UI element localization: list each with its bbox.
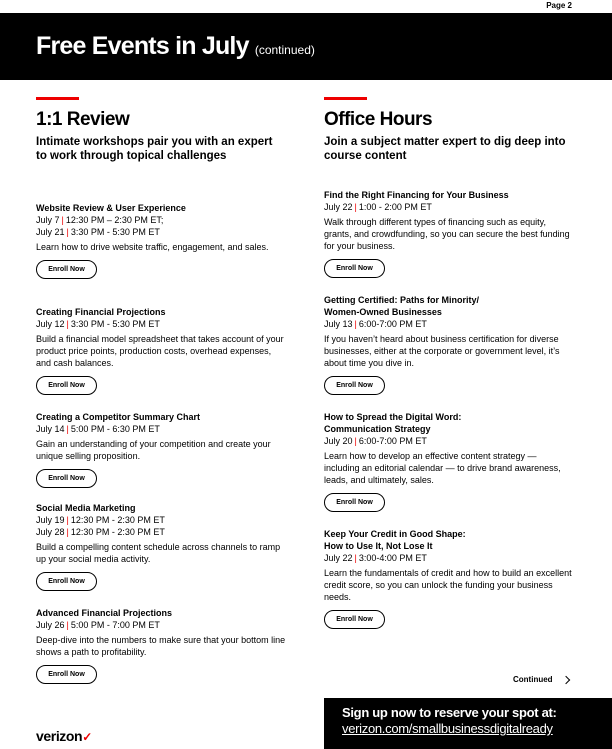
enroll-now-button[interactable]: Enroll Now	[324, 493, 385, 512]
separator: |	[61, 215, 64, 225]
event-time: 3:30 PM - 5:30 PM ET	[70, 227, 160, 237]
event-schedule	[36, 514, 286, 526]
event-date: July 26	[36, 620, 65, 630]
enroll-now-button[interactable]: Enroll Now	[324, 259, 385, 278]
event-title: Social Media Marketing	[36, 503, 136, 513]
page-title	[36, 32, 315, 61]
event-date: July 28	[36, 527, 65, 537]
event-date: July 19	[36, 515, 65, 525]
event-date: July 12	[36, 319, 65, 329]
event-title: Creating Financial Projections	[36, 307, 166, 317]
separator: |	[354, 319, 357, 329]
continued-link[interactable]	[513, 675, 569, 684]
accent-bar	[36, 97, 79, 100]
event-description: Learn the fundamentals of credit and how to build an excellent credit score, so you can unlock the funding your business needs.	[324, 568, 572, 602]
event-schedule	[324, 435, 574, 447]
event-time: 6:00-7:00 PM ET	[358, 319, 427, 329]
event-description: Learn how to develop an effective content strategy — including an editorial calendar — to drive brand awareness, leads, and ultimately, sales.	[324, 451, 561, 485]
event-item	[36, 607, 286, 684]
section-subtitle: Join a subject matter expert to dig deep into course content	[324, 136, 566, 162]
enroll-now-button[interactable]: Enroll Now	[36, 260, 97, 279]
event-date: July 7	[36, 215, 60, 225]
event-time: 3:00-4:00 PM ET	[358, 553, 427, 563]
continued-label: Continued	[513, 675, 553, 684]
event-schedule	[324, 318, 574, 330]
event-time: 3:30 PM - 5:30 PM ET	[70, 319, 160, 329]
enroll-now-button[interactable]: Enroll Now	[36, 665, 97, 684]
event-schedule	[36, 526, 286, 538]
page-number: Page 2	[546, 1, 572, 10]
event-time: 1:00 - 2:00 PM ET	[358, 202, 432, 212]
verizon-logo	[36, 728, 92, 744]
event-date: July 14	[36, 424, 65, 434]
event-schedule	[36, 318, 286, 330]
event-time: 12:30 PM - 2:30 PM ET	[70, 515, 165, 525]
separator: |	[354, 553, 357, 563]
event-description: Build a financial model spreadsheet that takes account of your product price points, production costs, overhead expenses, and cash balances.	[36, 334, 284, 368]
event-title: Getting Certified: Paths for Minority/ Women-Owned Businesses	[324, 295, 480, 317]
event-title: Website Review & User Experience	[36, 203, 186, 213]
event-schedule	[36, 619, 286, 631]
event-schedule	[324, 552, 574, 564]
event-date: July 22	[324, 553, 353, 563]
event-description: Learn how to drive website traffic, engagement, and sales.	[36, 242, 269, 252]
page-title-continued: (continued)	[254, 43, 315, 57]
event-schedule	[36, 423, 286, 435]
event-title: Creating a Competitor Summary Chart	[36, 412, 201, 422]
enroll-now-button[interactable]: Enroll Now	[324, 376, 385, 395]
event-title: Advanced Financial Projections	[36, 608, 173, 618]
event-item	[324, 411, 574, 512]
event-time: 12:30 PM – 2:30 PM ET;	[65, 215, 164, 225]
separator: |	[354, 436, 357, 446]
event-time: 5:00 PM - 6:30 PM ET	[70, 424, 160, 434]
separator: |	[66, 620, 69, 630]
event-description: Deep-dive into the numbers to make sure that your bottom line shows a path to profitability.	[36, 635, 286, 657]
event-date: July 22	[324, 202, 353, 212]
event-item	[324, 294, 574, 395]
event-title: Find the Right Financing for Your Business	[324, 190, 509, 200]
event-date: July 21	[36, 227, 65, 237]
event-description: Gain an understanding of your competition and create your unique selling proposition.	[36, 439, 271, 461]
event-item	[324, 189, 574, 278]
event-description: If you haven’t heard about business certification for diverse businesses, either at the corporate or government level, it’s about time you dive in.	[324, 334, 560, 368]
logo-wordmark: verizon	[36, 728, 83, 744]
separator: |	[66, 515, 69, 525]
section-title: 1:1 Review	[36, 109, 130, 130]
enroll-now-button[interactable]: Enroll Now	[36, 376, 97, 395]
event-item	[36, 502, 286, 591]
event-time: 12:30 PM - 2:30 PM ET	[70, 527, 165, 537]
page-header	[0, 13, 612, 80]
separator: |	[66, 319, 69, 329]
review-column	[36, 97, 286, 678]
event-item	[36, 202, 286, 279]
section-title: Office Hours	[324, 109, 433, 130]
event-schedule	[324, 201, 574, 213]
event-title: Keep Your Credit in Good Shape: How to Use It, Not Lose It	[324, 529, 466, 551]
event-item	[324, 528, 574, 629]
separator: |	[66, 527, 69, 537]
office-hours-column	[324, 97, 574, 623]
section-subtitle: Intimate workshops pair you with an expert to work through topical challenges	[36, 136, 273, 162]
signup-heading: Sign up now to reserve your spot at:	[342, 705, 557, 720]
event-time: 5:00 PM - 7:00 PM ET	[70, 620, 160, 630]
checkmark-icon: ✓	[82, 730, 92, 744]
enroll-now-button[interactable]: Enroll Now	[36, 469, 97, 488]
enroll-now-button[interactable]: Enroll Now	[324, 610, 385, 629]
signup-link[interactable]: verizon.com/smallbusinessdigitalready	[342, 721, 553, 736]
event-item	[36, 306, 286, 395]
event-description: Build a compelling content schedule across channels to ramp up your social media activity.	[36, 542, 281, 564]
page-title-text: Free Events in July	[36, 32, 249, 60]
separator: |	[66, 227, 69, 237]
event-schedule	[36, 226, 286, 238]
event-date: July 13	[324, 319, 353, 329]
event-date: July 20	[324, 436, 353, 446]
event-schedule	[36, 214, 286, 226]
event-title: How to Spread the Digital Word: Communication Strategy	[324, 412, 462, 434]
separator: |	[66, 424, 69, 434]
event-time: 6:00-7:00 PM ET	[358, 436, 427, 446]
signup-banner	[324, 698, 612, 749]
enroll-now-button[interactable]: Enroll Now	[36, 572, 97, 591]
event-item	[36, 411, 286, 488]
chevron-right-icon	[561, 675, 569, 683]
event-description: Walk through different types of financing such as equity, grants, and crowdfunding, so you can secure the best funding for your business.	[324, 217, 570, 251]
separator: |	[354, 202, 357, 212]
accent-bar	[324, 97, 367, 100]
